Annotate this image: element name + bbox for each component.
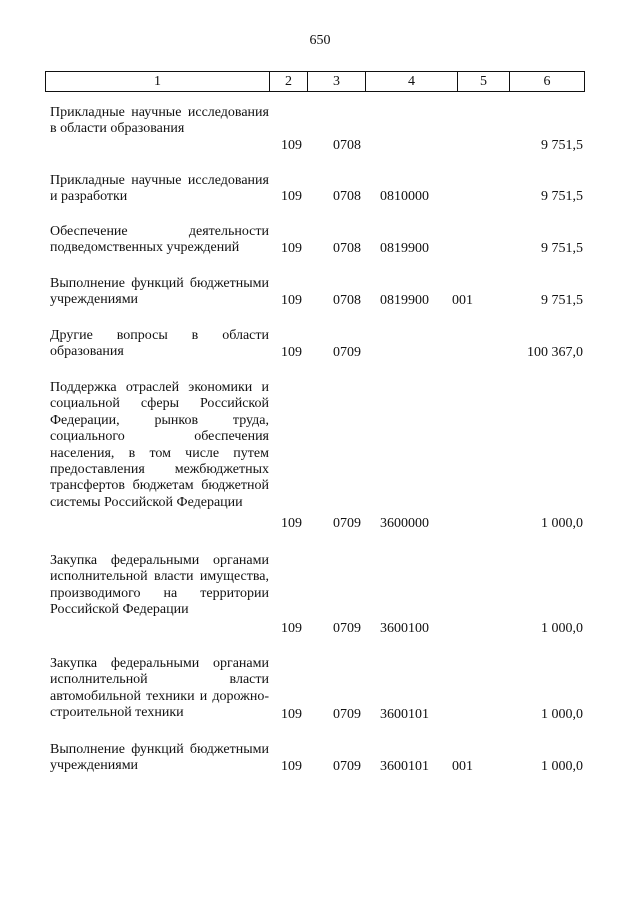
row-col-2: 109 — [281, 138, 302, 153]
header-col-6: 6 — [543, 74, 551, 89]
row-col-2: 109 — [281, 345, 302, 360]
row-col-3: 0708 — [333, 293, 361, 308]
row-description: Поддержка отраслей экономики и социальной сферы Российской Федерации, рынков труда, социального обеспечения населения, в том числе путем предоставления межбюджетных трансфертов бюджетам бюджетной системы Российской Федерации — [50, 380, 269, 510]
row-col-6: 1 000,0 — [541, 759, 583, 774]
row-col-6: 9 751,5 — [541, 293, 583, 308]
row-description: Прикладные научные исследования и разработки — [50, 173, 269, 205]
row-col-4: 3600100 — [380, 621, 429, 636]
row-col-2: 109 — [281, 621, 302, 636]
header-col-5: 5 — [458, 72, 510, 91]
row-col-4: 0810000 — [380, 189, 429, 204]
row-col-5: 001 — [452, 293, 473, 308]
row-col-6: 9 751,5 — [541, 138, 583, 153]
row-col-3: 0709 — [333, 516, 361, 531]
row-col-6: 100 367,0 — [527, 345, 583, 360]
row-col-4: 3600101 — [380, 707, 429, 722]
row-col-6: 9 751,5 — [541, 241, 583, 256]
row-col-2: 109 — [281, 516, 302, 531]
row-col-3: 0709 — [333, 621, 361, 636]
row-col-3: 0709 — [333, 707, 361, 722]
row-description: Прикладные научные исследования в области образования — [50, 105, 269, 137]
header-col-2: 2 — [270, 72, 308, 91]
row-col-3: 0709 — [333, 759, 361, 774]
page-number: 650 — [309, 33, 331, 48]
row-col-2: 109 — [281, 293, 302, 308]
row-col-3: 0708 — [333, 189, 361, 204]
row-description: Другие вопросы в области образования — [50, 328, 269, 360]
table-header — [45, 71, 585, 92]
row-col-6: 1 000,0 — [541, 516, 583, 531]
row-col-4: 3600000 — [380, 516, 429, 531]
row-description: Обеспечение деятельности подведомственных учреждений — [50, 224, 269, 256]
row-col-6: 1 000,0 — [541, 707, 583, 722]
row-col-6: 1 000,0 — [541, 621, 583, 636]
row-col-3: 0709 — [333, 345, 361, 360]
row-description: Выполнение функций бюджетными учреждениями — [50, 276, 269, 308]
header-col-4: 4 — [366, 72, 458, 91]
row-col-4: 0819900 — [380, 241, 429, 256]
row-col-3: 0708 — [333, 241, 361, 256]
row-col-3: 0708 — [333, 138, 361, 153]
header-col-1: 1 — [46, 72, 270, 91]
row-col-4: 0819900 — [380, 293, 429, 308]
row-description: Выполнение функций бюджетными учреждениями — [50, 742, 269, 774]
row-col-2: 109 — [281, 759, 302, 774]
header-col-3: 3 — [308, 72, 366, 91]
row-col-5: 001 — [452, 759, 473, 774]
row-col-2: 109 — [281, 189, 302, 204]
row-col-2: 109 — [281, 241, 302, 256]
row-col-6: 9 751,5 — [541, 189, 583, 204]
row-col-2: 109 — [281, 707, 302, 722]
row-description: Закупка федеральными органами исполнительной власти имущества, производимого на территории Российской Федерации — [50, 553, 269, 618]
row-col-4: 3600101 — [380, 759, 429, 774]
row-description: Закупка федеральными органами исполнительной власти автомобильной техники и дорожно-строительной техники — [50, 656, 269, 721]
